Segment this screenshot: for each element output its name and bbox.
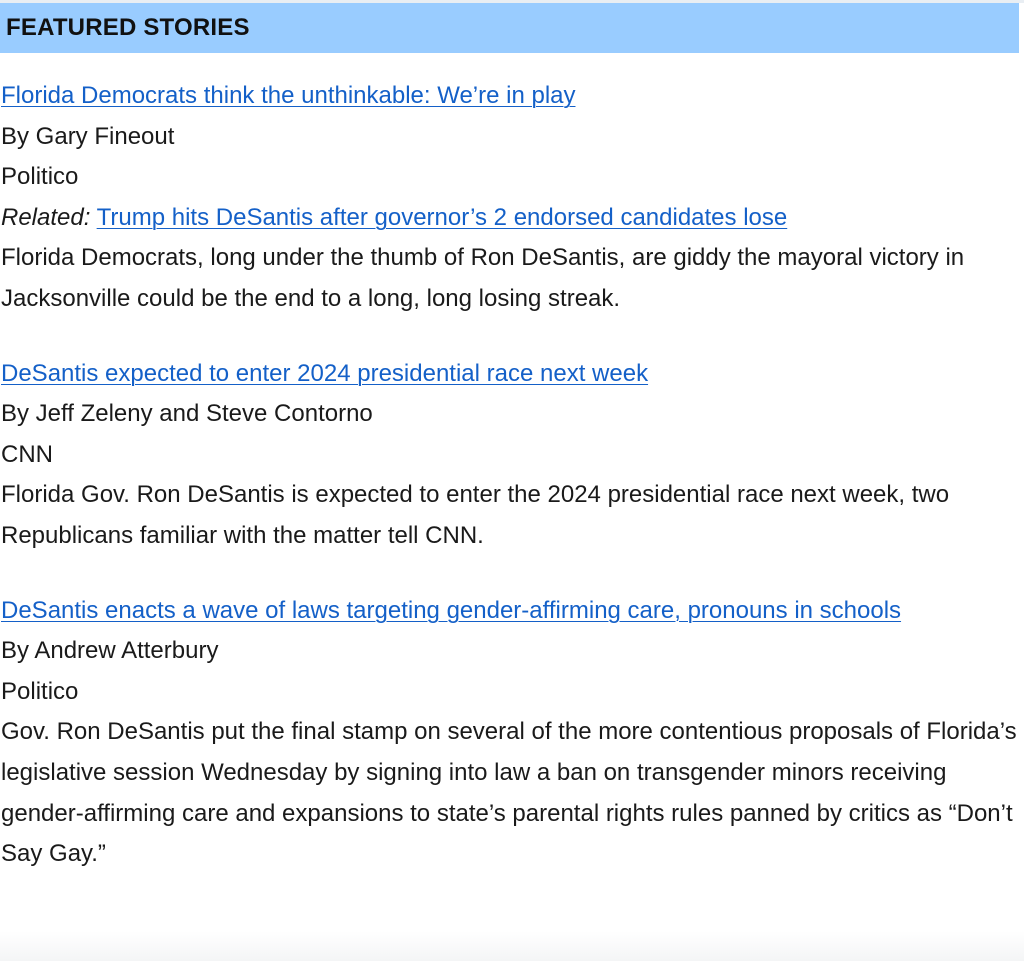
story-item <box>1 76 1019 320</box>
section-header: FEATURED STORIES <box>0 3 1019 53</box>
story-source: Politico <box>1 163 79 191</box>
story-source: CNN <box>1 440 53 468</box>
related-story-link[interactable]: Trump hits DeSantis after governor’s 2 endorsed candidates lose <box>96 203 788 231</box>
story-item <box>1 591 1019 875</box>
story-title-link[interactable]: Florida Democrats think the unthinkable: We’re in play <box>1 82 576 109</box>
related-label: Related: <box>1 203 91 231</box>
story-item <box>1 354 1019 557</box>
story-byline: By Andrew Atterbury <box>1 637 219 665</box>
story-title-link[interactable]: DeSantis expected to enter 2024 presidential race next week <box>1 359 649 387</box>
story-byline: By Gary Fineout <box>1 122 175 150</box>
featured-stories-list <box>1 76 1019 909</box>
story-source: Politico <box>1 677 79 705</box>
bottom-divider <box>0 931 1024 961</box>
story-title-link[interactable]: DeSantis enacts a wave of laws targeting gender-affirming care, pronouns in schools <box>1 596 902 624</box>
story-byline: By Jeff Zeleny and Steve Contorno <box>1 400 373 428</box>
story-summary: Florida Gov. Ron DeSantis is expected to enter the 2024 presidential race next week, two Republicans familiar with the matter tell CNN. <box>1 481 950 549</box>
story-summary: Florida Democrats, long under the thumb of Ron DeSantis, are giddy the mayoral victory in Jacksonville could be the end to a long, long losing streak. <box>1 244 965 312</box>
related-story <box>1 198 1019 239</box>
story-summary: Gov. Ron DeSantis put the final stamp on several of the more contentious proposals of Florida’s legislative session Wednesday by signing into law a ban on transgender minors receiving gender-affirming care and expansions to state’s parental rights rules panned by critics as “Don’t Say Gay.” <box>1 718 1017 868</box>
